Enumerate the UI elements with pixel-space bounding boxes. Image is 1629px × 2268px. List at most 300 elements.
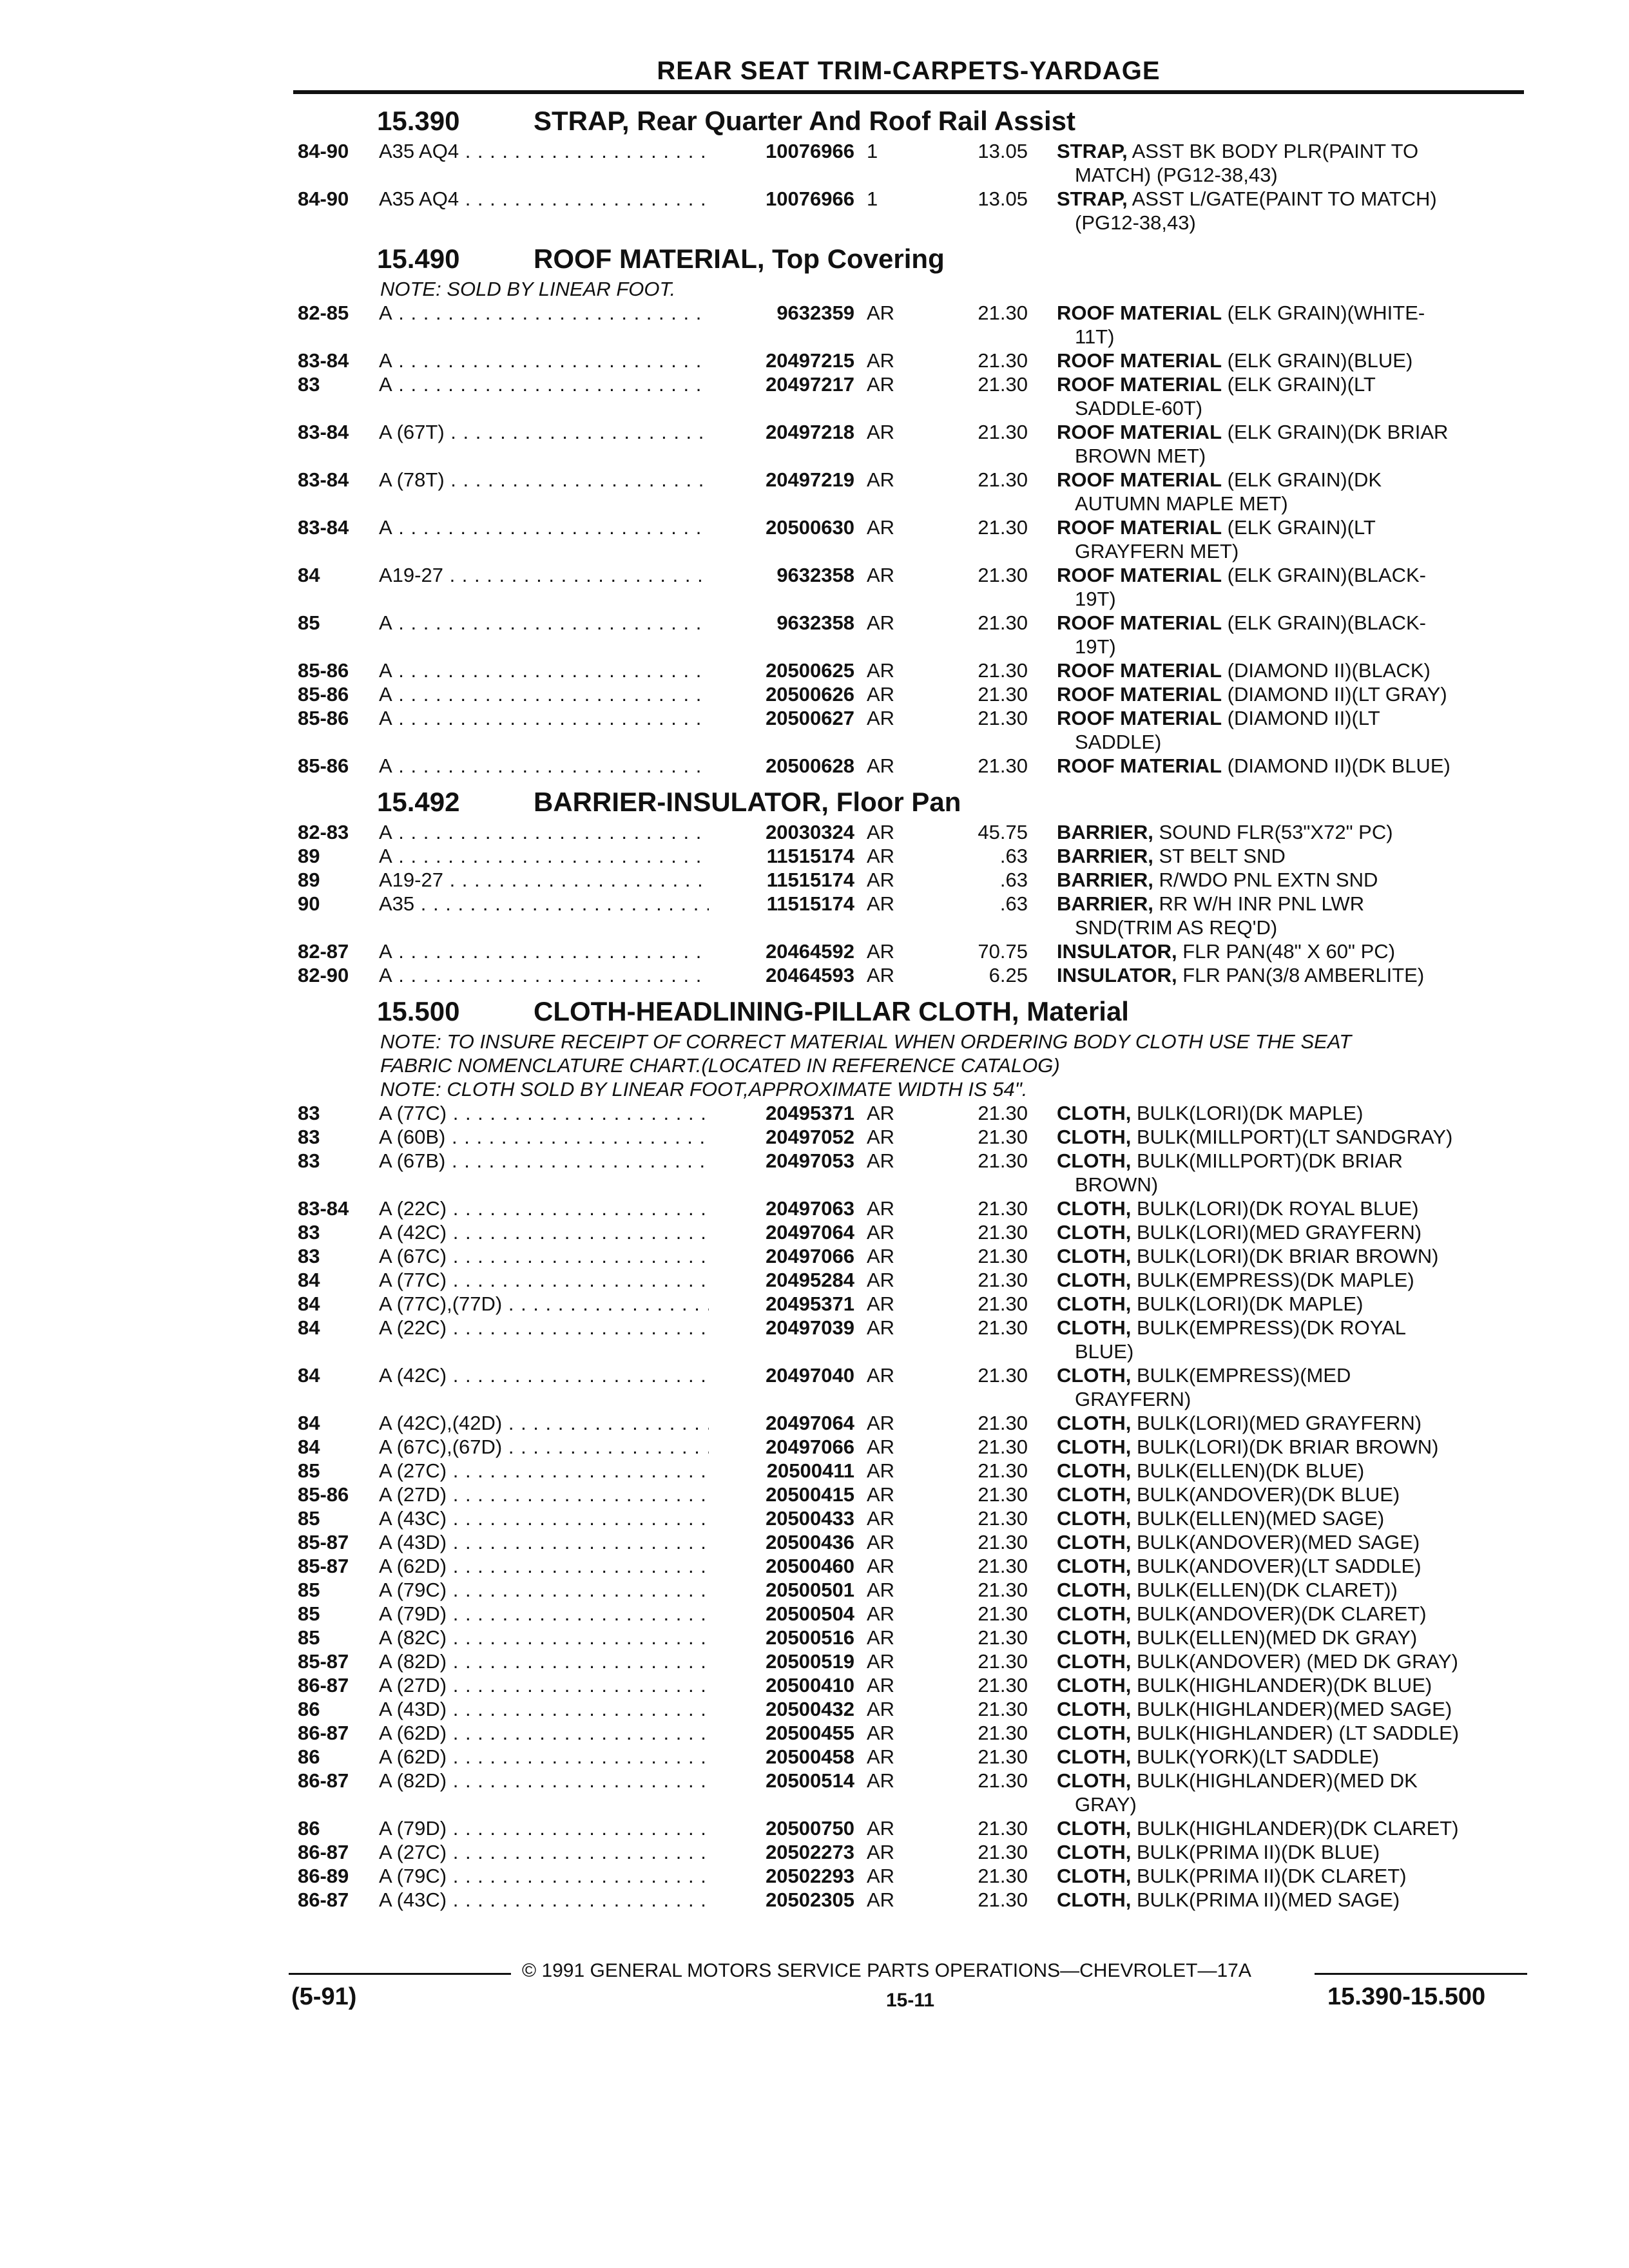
- section-code: 15.390: [377, 106, 460, 136]
- description-line: [1057, 1363, 1514, 1387]
- part-name: CLOTH,: [1057, 1221, 1132, 1244]
- part-detail: BULK(HIGHLANDER)(DK BLUE): [1137, 1674, 1432, 1696]
- description-line: [1057, 1244, 1514, 1268]
- part-number: 20500411: [709, 1459, 854, 1483]
- part-number: 20497040: [709, 1363, 854, 1387]
- description-line: [1057, 1816, 1514, 1840]
- body-model: A (79C) . . .: [379, 1578, 724, 1602]
- description-line: [1057, 1888, 1514, 1912]
- body-model: A (79D) . . .: [379, 1602, 724, 1626]
- description-line: [1057, 187, 1514, 211]
- part-detail: (ELK GRAIN)(WHITE-: [1227, 302, 1425, 324]
- part-description: [1057, 1316, 1514, 1363]
- part-detail: BULK(LORI)(DK BRIAR BROWN): [1137, 1436, 1439, 1458]
- body-model: A (79C) . . .: [379, 1864, 724, 1888]
- part-number: 20464593: [709, 963, 854, 987]
- part-detail: (ELK GRAIN)(BLACK-: [1227, 564, 1426, 586]
- part-name: CLOTH,: [1057, 1769, 1132, 1792]
- quantity: AR: [867, 1412, 895, 1434]
- part-detail: BULK(LORI)(DK MAPLE): [1137, 1293, 1364, 1315]
- part-description: [1057, 963, 1514, 987]
- body-model: A (77C) . . .: [379, 1268, 724, 1292]
- part-description: [1057, 1602, 1514, 1626]
- part-row: [0, 1864, 1629, 1888]
- section-heading: [0, 778, 1629, 820]
- part-row: [0, 1673, 1629, 1697]
- model-years: 90: [298, 892, 320, 915]
- part-description: [1057, 1411, 1514, 1435]
- quantity: AR: [867, 1316, 895, 1339]
- part-description: [1057, 515, 1514, 563]
- part-name: CLOTH,: [1057, 1650, 1132, 1673]
- page-title: REAR SEAT TRIM-CARPETS-YARDAGE: [657, 57, 1161, 85]
- part-detail: R/WDO PNL EXTN SND: [1159, 869, 1378, 891]
- body-model: A . . .: [379, 372, 724, 396]
- price: 21.30: [978, 1579, 1028, 1601]
- part-description: [1057, 1864, 1514, 1888]
- part-name: BARRIER,: [1057, 821, 1153, 843]
- part-name: CLOTH,: [1057, 1459, 1132, 1482]
- quantity: AR: [867, 611, 895, 634]
- description-line: [1057, 1292, 1514, 1316]
- part-number: 20497039: [709, 1316, 854, 1340]
- quantity: AR: [867, 1555, 895, 1577]
- part-row: [0, 187, 1629, 235]
- part-number: 20497066: [709, 1244, 854, 1268]
- description-line: [1057, 1840, 1514, 1864]
- part-detail: (DIAMOND II)(LT: [1227, 707, 1380, 729]
- section-code: 15.490: [377, 244, 460, 274]
- model-years: 86-87: [298, 1841, 349, 1863]
- footer-rule-right: [1315, 1973, 1527, 1975]
- part-row: [0, 1292, 1629, 1316]
- price: 21.30: [978, 564, 1028, 586]
- part-name: CLOTH,: [1057, 1841, 1132, 1863]
- part-row: [0, 1196, 1629, 1220]
- model-years: 85: [298, 1507, 320, 1530]
- section-code: 15.492: [377, 787, 460, 817]
- body-model: A (22C) . . .: [379, 1316, 724, 1340]
- part-description: [1057, 1673, 1514, 1697]
- part-name: CLOTH,: [1057, 1412, 1132, 1434]
- part-description: [1057, 820, 1514, 844]
- model-years: 83: [298, 1149, 320, 1172]
- part-name: ROOF MATERIAL: [1057, 683, 1222, 706]
- part-number: 10076966: [709, 187, 854, 211]
- quantity: AR: [867, 1245, 895, 1267]
- body-model: A19-27 . . .: [379, 563, 724, 587]
- body-model: A (67C),(67D) . . .: [379, 1435, 724, 1459]
- part-row: [0, 515, 1629, 563]
- part-detail: BULK(ANDOVER) (MED DK GRAY): [1137, 1650, 1458, 1673]
- model-years: 85: [298, 1602, 320, 1625]
- price: 21.30: [978, 1197, 1028, 1220]
- part-name: ROOF MATERIAL: [1057, 707, 1222, 729]
- part-name: CLOTH,: [1057, 1888, 1132, 1911]
- body-model: A (27C) . . .: [379, 1840, 724, 1864]
- part-row: [0, 820, 1629, 844]
- description-line: [1057, 1673, 1514, 1697]
- part-number: 11515174: [709, 892, 854, 916]
- part-description: [1057, 682, 1514, 706]
- part-detail: (ELK GRAIN)(DK BRIAR: [1227, 421, 1449, 443]
- section-note: NOTE: TO INSURE RECEIPT OF CORRECT MATERIAL WHEN ORDERING BODY CLOTH USE THE SEAT: [380, 1030, 1352, 1053]
- price: 21.30: [978, 1817, 1028, 1840]
- price: 21.30: [978, 1483, 1028, 1506]
- part-description: [1057, 139, 1514, 187]
- part-detail: (ELK GRAIN)(LT: [1227, 516, 1376, 539]
- quantity: AR: [867, 1221, 895, 1244]
- model-years: 85-86: [298, 707, 349, 729]
- part-name: CLOTH,: [1057, 1436, 1132, 1458]
- part-description: [1057, 1840, 1514, 1864]
- part-number: 20500460: [709, 1554, 854, 1578]
- part-detail: BULK(PRIMA II)(DK CLARET): [1137, 1865, 1407, 1887]
- price: 21.30: [978, 1269, 1028, 1291]
- part-number: 20500628: [709, 754, 854, 778]
- price: 21.30: [978, 1126, 1028, 1148]
- footer-rule-left: [289, 1973, 511, 1975]
- part-row: [0, 1101, 1629, 1125]
- part-detail: BULK(ELLEN)(MED DK GRAY): [1137, 1626, 1418, 1649]
- part-detail: (ELK GRAIN)(DK: [1227, 468, 1382, 491]
- part-detail-continued: SND(TRIM AS REQ'D): [1075, 916, 1278, 939]
- part-name: CLOTH,: [1057, 1126, 1132, 1148]
- footer-section-range: 15.390-15.500: [1327, 1983, 1486, 2010]
- part-name: ROOF MATERIAL: [1057, 373, 1222, 396]
- model-years: 84-90: [298, 140, 349, 162]
- description-line: [1057, 611, 1514, 635]
- model-years: 86: [298, 1698, 320, 1720]
- part-number: 20030324: [709, 820, 854, 844]
- part-row: [0, 1816, 1629, 1840]
- part-detail: BULK(PRIMA II)(DK BLUE): [1137, 1841, 1380, 1863]
- part-description: [1057, 1554, 1514, 1578]
- description-line: [1057, 1125, 1514, 1149]
- quantity: AR: [867, 892, 895, 915]
- model-years: 83-84: [298, 1197, 349, 1220]
- part-name: ROOF MATERIAL: [1057, 516, 1222, 539]
- model-years: 85-86: [298, 659, 349, 682]
- part-description: [1057, 1530, 1514, 1554]
- part-number: 20495371: [709, 1292, 854, 1316]
- model-years: 85: [298, 1459, 320, 1482]
- part-detail: BULK(MILLPORT)(LT SANDGRAY): [1137, 1126, 1453, 1148]
- part-row: [0, 1363, 1629, 1411]
- body-model: A . . .: [379, 844, 724, 868]
- quantity: AR: [867, 1841, 895, 1863]
- part-detail: BULK(ANDOVER)(DK BLUE): [1137, 1483, 1400, 1506]
- part-description: [1057, 1268, 1514, 1292]
- part-number: 9632358: [709, 563, 854, 587]
- price: .63: [999, 845, 1028, 867]
- model-years: 83: [298, 1126, 320, 1148]
- description-line: [1057, 468, 1514, 492]
- price: 21.30: [978, 349, 1028, 372]
- description-line: [1057, 1745, 1514, 1769]
- part-detail-continued: GRAYFERN MET): [1075, 540, 1239, 562]
- model-years: 86: [298, 1745, 320, 1768]
- price: 21.30: [978, 1888, 1028, 1911]
- model-years: 84: [298, 564, 320, 586]
- model-years: 85-87: [298, 1650, 349, 1673]
- part-detail-continued: 19T): [1075, 635, 1116, 658]
- part-row: [0, 844, 1629, 868]
- model-years: 84: [298, 1293, 320, 1315]
- quantity: AR: [867, 1888, 895, 1911]
- quantity: AR: [867, 964, 895, 986]
- part-number: 20497215: [709, 349, 854, 372]
- part-description: [1057, 1125, 1514, 1149]
- price: 21.30: [978, 659, 1028, 682]
- part-number: 20497219: [709, 468, 854, 492]
- part-detail: ASST BK BODY PLR(PAINT TO: [1132, 140, 1419, 162]
- price: 21.30: [978, 1316, 1028, 1339]
- part-row: [0, 468, 1629, 515]
- price: 13.05: [978, 187, 1028, 210]
- description-line: [1057, 939, 1514, 963]
- description-line: [1057, 682, 1514, 706]
- part-description: [1057, 1363, 1514, 1411]
- part-description: [1057, 187, 1514, 235]
- part-name: ROOF MATERIAL: [1057, 349, 1222, 372]
- price: 21.30: [978, 1364, 1028, 1387]
- part-description: [1057, 1196, 1514, 1220]
- part-name: BARRIER,: [1057, 869, 1153, 891]
- part-detail-continued: GRAY): [1075, 1793, 1137, 1816]
- part-description: [1057, 1721, 1514, 1745]
- model-years: 86: [298, 1817, 320, 1840]
- part-name: CLOTH,: [1057, 1698, 1132, 1720]
- description-line: [1057, 139, 1514, 163]
- quantity: AR: [867, 869, 895, 891]
- part-name: ROOF MATERIAL: [1057, 754, 1222, 777]
- quantity: 1: [867, 187, 878, 210]
- part-number: 20500627: [709, 706, 854, 730]
- part-row: [0, 139, 1629, 187]
- quantity: AR: [867, 1126, 895, 1148]
- part-row: [0, 301, 1629, 349]
- body-model: A (22C) . . .: [379, 1196, 724, 1220]
- quantity: AR: [867, 1602, 895, 1625]
- part-row: [0, 563, 1629, 611]
- price: 21.30: [978, 1531, 1028, 1553]
- quantity: AR: [867, 1102, 895, 1124]
- part-detail: BULK(ANDOVER)(LT SADDLE): [1137, 1555, 1422, 1577]
- part-number: 20495284: [709, 1268, 854, 1292]
- price: 21.30: [978, 1221, 1028, 1244]
- model-years: 86-87: [298, 1888, 349, 1911]
- part-number: 20497063: [709, 1196, 854, 1220]
- description-line: [1057, 563, 1514, 587]
- quantity: AR: [867, 1293, 895, 1315]
- part-name: CLOTH,: [1057, 1102, 1132, 1124]
- part-row: [0, 1411, 1629, 1435]
- part-number: 20497066: [709, 1435, 854, 1459]
- part-detail-continued: 11T): [1075, 325, 1115, 348]
- part-description: [1057, 563, 1514, 611]
- part-number: 20500458: [709, 1745, 854, 1769]
- model-years: 85: [298, 611, 320, 634]
- part-number: 20497064: [709, 1220, 854, 1244]
- model-years: 82-90: [298, 964, 349, 986]
- section-heading: [0, 987, 1629, 1030]
- part-detail: BULK(MILLPORT)(DK BRIAR: [1137, 1149, 1403, 1172]
- model-years: 86-87: [298, 1722, 349, 1744]
- price: 21.30: [978, 1698, 1028, 1720]
- part-detail: BULK(EMPRESS)(MED: [1137, 1364, 1351, 1387]
- part-row: [0, 963, 1629, 987]
- part-description: [1057, 1459, 1514, 1483]
- part-row: [0, 892, 1629, 939]
- part-number: 20500750: [709, 1816, 854, 1840]
- part-description: [1057, 754, 1514, 778]
- part-row: [0, 1435, 1629, 1459]
- part-description: [1057, 1435, 1514, 1459]
- part-name: ROOF MATERIAL: [1057, 659, 1222, 682]
- part-detail-continued: 19T): [1075, 588, 1116, 610]
- quantity: 1: [867, 140, 878, 162]
- price: 13.05: [978, 140, 1028, 162]
- part-detail: BULK(ANDOVER)(DK CLARET): [1137, 1602, 1427, 1625]
- sections-container: [0, 97, 1629, 1912]
- part-description: [1057, 1888, 1514, 1912]
- description-line: [1057, 1316, 1514, 1340]
- part-number: 20500436: [709, 1530, 854, 1554]
- part-row: [0, 1125, 1629, 1149]
- price: 21.30: [978, 754, 1028, 777]
- body-model: A . . .: [379, 515, 724, 539]
- description-line: [1057, 372, 1514, 396]
- price: 21.30: [978, 1436, 1028, 1458]
- description-line: [1057, 1721, 1514, 1745]
- description-line: [1057, 1554, 1514, 1578]
- part-number: 20497218: [709, 420, 854, 444]
- description-line: [1057, 1506, 1514, 1530]
- description-line: [1057, 349, 1514, 372]
- part-row: [0, 1649, 1629, 1673]
- part-row: [0, 1721, 1629, 1745]
- model-years: 85-87: [298, 1531, 349, 1553]
- price: 21.30: [978, 611, 1028, 634]
- model-years: 85-86: [298, 683, 349, 706]
- body-model: A . . .: [379, 820, 724, 844]
- price: 6.25: [988, 964, 1028, 986]
- section-title: ROOF MATERIAL, Top Covering: [534, 244, 945, 274]
- price: 70.75: [978, 940, 1028, 963]
- description-line: [1057, 754, 1514, 778]
- quantity: AR: [867, 1626, 895, 1649]
- part-detail: (DIAMOND II)(DK BLUE): [1227, 754, 1451, 777]
- part-detail: BULK(HIGHLANDER) (LT SADDLE): [1137, 1722, 1460, 1744]
- model-years: 84: [298, 1436, 320, 1458]
- part-number: 20500519: [709, 1649, 854, 1673]
- part-row: [0, 1506, 1629, 1530]
- part-name: CLOTH,: [1057, 1674, 1132, 1696]
- part-detail-continued: AUTUMN MAPLE MET): [1075, 492, 1288, 515]
- body-model: A (77C) . . .: [379, 1101, 724, 1125]
- part-detail-continued: SADDLE-60T): [1075, 397, 1203, 419]
- model-years: 83: [298, 1221, 320, 1244]
- part-row: [0, 1745, 1629, 1769]
- part-detail-continued: GRAYFERN): [1075, 1388, 1191, 1410]
- part-detail: (ELK GRAIN)(BLUE): [1227, 349, 1413, 372]
- part-row: [0, 1244, 1629, 1268]
- part-name: CLOTH,: [1057, 1555, 1132, 1577]
- price: 21.30: [978, 1650, 1028, 1673]
- price: 21.30: [978, 516, 1028, 539]
- body-model: A (43D) . . .: [379, 1697, 724, 1721]
- part-detail: ST BELT SND: [1159, 845, 1286, 867]
- part-number: 20500433: [709, 1506, 854, 1530]
- model-years: 86-87: [298, 1769, 349, 1792]
- description-line: [1057, 1149, 1514, 1173]
- part-name: INSULATOR,: [1057, 964, 1177, 986]
- body-model: A (42C),(42D) . . .: [379, 1411, 724, 1435]
- body-model: A (67B) . . .: [379, 1149, 724, 1173]
- quantity: AR: [867, 1698, 895, 1720]
- section-heading: [0, 235, 1629, 277]
- part-row: [0, 1840, 1629, 1864]
- part-description: [1057, 420, 1514, 468]
- part-row: [0, 372, 1629, 420]
- description-line: [1057, 1196, 1514, 1220]
- model-years: 84: [298, 1316, 320, 1339]
- part-number: 11515174: [709, 868, 854, 892]
- part-detail: BULK(ELLEN)(DK CLARET)): [1137, 1579, 1398, 1601]
- quantity: AR: [867, 754, 895, 777]
- body-model: A (62D) . . .: [379, 1745, 724, 1769]
- quantity: AR: [867, 707, 895, 729]
- part-number: 9632358: [709, 611, 854, 635]
- part-detail: BULK(PRIMA II)(MED SAGE): [1137, 1888, 1400, 1911]
- part-description: [1057, 1649, 1514, 1673]
- quantity: AR: [867, 1269, 895, 1291]
- price: 21.30: [978, 1841, 1028, 1863]
- part-row: [0, 1888, 1629, 1912]
- part-name: CLOTH,: [1057, 1722, 1132, 1744]
- section-note: NOTE: CLOTH SOLD BY LINEAR FOOT,APPROXIMATE WIDTH IS 54".: [380, 1078, 1028, 1100]
- part-detail-continued: BLUE): [1075, 1340, 1134, 1363]
- price: 21.30: [978, 1865, 1028, 1887]
- part-name: CLOTH,: [1057, 1293, 1132, 1315]
- part-row: [0, 1483, 1629, 1506]
- part-row: [0, 754, 1629, 778]
- part-number: 20500455: [709, 1721, 854, 1745]
- model-years: 84: [298, 1364, 320, 1387]
- description-line: [1057, 1769, 1514, 1792]
- part-detail: SOUND FLR(53"X72" PC): [1159, 821, 1393, 843]
- description-line: [1057, 1411, 1514, 1435]
- part-number: 20500504: [709, 1602, 854, 1626]
- model-years: 85: [298, 1579, 320, 1601]
- description-line: [1057, 963, 1514, 987]
- model-years: 85-86: [298, 754, 349, 777]
- part-number: 20500630: [709, 515, 854, 539]
- part-description: [1057, 1769, 1514, 1816]
- body-model: A19-27 . . .: [379, 868, 724, 892]
- part-name: CLOTH,: [1057, 1316, 1132, 1339]
- part-name: CLOTH,: [1057, 1626, 1132, 1649]
- price: 21.30: [978, 1745, 1028, 1768]
- part-number: 20500501: [709, 1578, 854, 1602]
- part-row: [0, 349, 1629, 372]
- quantity: AR: [867, 468, 895, 491]
- quantity: AR: [867, 845, 895, 867]
- quantity: AR: [867, 1364, 895, 1387]
- body-model: A (62D) . . .: [379, 1554, 724, 1578]
- price: 21.30: [978, 683, 1028, 706]
